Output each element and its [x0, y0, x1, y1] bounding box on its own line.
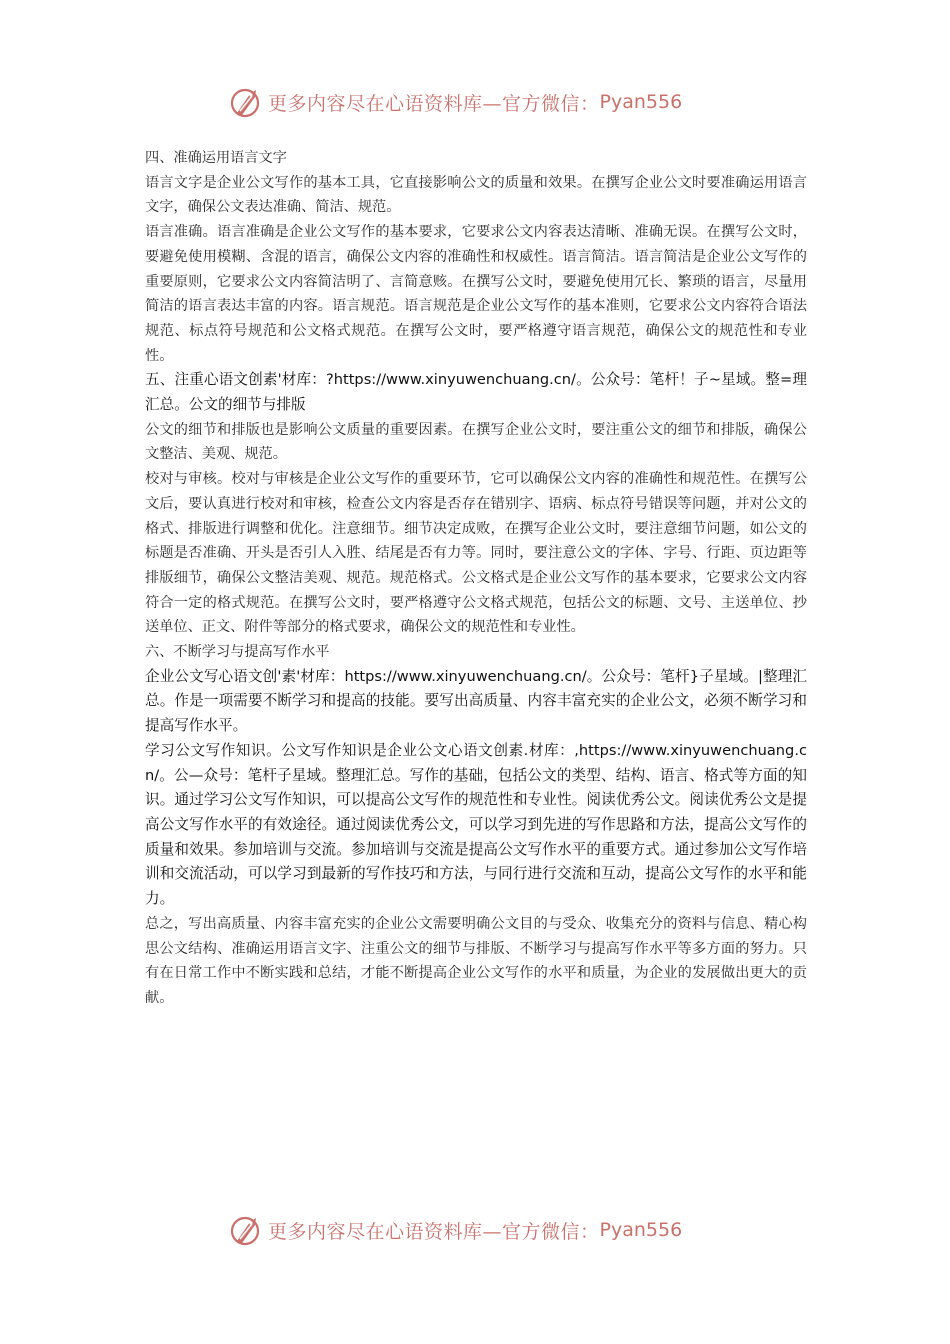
header-watermark-banner — [228, 82, 748, 122]
section-heading-6: 六、不断学习与提高写作水平 — [145, 644, 330, 661]
section-heading-5: 五、注重心语文创素'材库：?https://www.xinyuwenchuang.cn/。公众号：笔杆！子~星域。整=理汇总。公文的细节与排版 — [145, 371, 807, 414]
paragraph: 公文的细节和排版也是影响公文质量的重要因素。在撰写企业公文时，要注重公文的细节和排版，确保公文整洁、美观、规范。 — [145, 421, 807, 463]
paragraph: 校对与审核。校对与审核是企业公文写作的重要环节，它可以确保公文内容的准确性和规范性。在撰写公文后，要认真进行校对和审核，检查公文内容是否存在错别字、语病、标点符号错误等问题，并对公文的格式、排版进行调整和优化。注意细节。细节决定成败，在撰写企业公文时，要注意细节问题，如公文的标题是否准确、开头是否引人入胜、结尾是否有力等。同时，要注意公文的字体、字号、行距、页边距等排版细节，确保公文整洁美观、规范。规范格式。公文格式是企业公文写作的基本要求，它要求公文内容符合一定的格式规范。在撰写公文时，要严格遵守公文格式规范，包括公文的标题、文号、主送单位、抄送单位、正文、附件等部分的格式要求，确保公文的规范性和专业性。 — [145, 471, 807, 636]
paragraph: 语言准确。语言准确是企业公文写作的基本要求，它要求公文内容表达清晰、准确无误。在撰写公文时，要避免使用模糊、含混的语言，确保公文内容的准确性和权威性。语言简洁。语言简洁是企业公文写作的重要原则，它要求公文内容简洁明了、言简意赅。在撰写公文时，要避免使用冗长、繁琐的语言，尽量用简洁的语言表达丰富的内容。语言规范。语言规范是企业公文写作的基本准则，它要求公文内容符合语法规范、标点符号规范和公文格式规范。在撰写公文时，要严格遵守语言规范，确保公文的规范性和专业性。 — [145, 224, 807, 364]
banner-wechat-id: Pyan556 — [599, 91, 683, 113]
paragraph-bold: 学习公文写作知识。公文写作知识是企业公文心语文创素.材库：,https://www.xinyuwenchuang.cn/。公—众号：笔杆子星域。整理汇总。写作的基础，包括公文的类型、结构、语言、格式等方面的知识。通过学习公文写作知识，可以提高公文写作的规范性和专业性。阅读优秀公文。阅读优秀公文是提高公文写作水平的有效途径。通过阅读优秀公文，可以学习到先进的写作思路和方法，提高公文写作的质量和效果。参加培训与交流。参加培训与交流是提高公文写作水平的重要方式。通过参加公文写作培训和交流活动，可以学习到最新的写作技巧和方法，与同行进行交流和互动，提高公文写作的水平和能力。 — [145, 741, 807, 908]
pen-nib-logo-icon — [228, 84, 264, 120]
footer-watermark-banner — [228, 1210, 748, 1250]
paragraph-bold: 企业公文写心语文创'素'材库：https://www.xinyuwenchuang.cn/。公众号：笔杆}子星域。|整理汇总。作是一项需要不断学习和提高的技能。要写出高质量、内容丰富充实的企业公文，必须不断学习和提高写作水平。 — [145, 667, 807, 735]
banner-text: 更多内容尽在心语资料库—官方微信： — [268, 1220, 600, 1243]
pen-nib-logo-icon — [228, 1212, 264, 1248]
paragraph: 语言文字是企业公文写作的基本工具，它直接影响公文的质量和效果。在撰写企业公文时要准确运用语言文字，确保公文表达准确、简洁、规范。 — [145, 174, 807, 216]
conclusion-paragraph: 总之，写出高质量、内容丰富充实的企业公文需要明确公文目的与受众、收集充分的资料与信息、精心构思公文结构、准确运用语言文字、注重公文的细节与排版、不断学习与提高写作水平等多方面的努力。只有在日常工作中不断实践和总结，才能不断提高企业公文写作的水平和质量，为企业的发展做出更大的贡献。 — [145, 915, 807, 1006]
banner-wechat-id: Pyan556 — [599, 1219, 683, 1241]
document-body — [145, 146, 807, 1011]
section-heading-4: 四、准确运用语言文字 — [145, 150, 287, 166]
banner-text: 更多内容尽在心语资料库—官方微信： — [268, 92, 600, 115]
